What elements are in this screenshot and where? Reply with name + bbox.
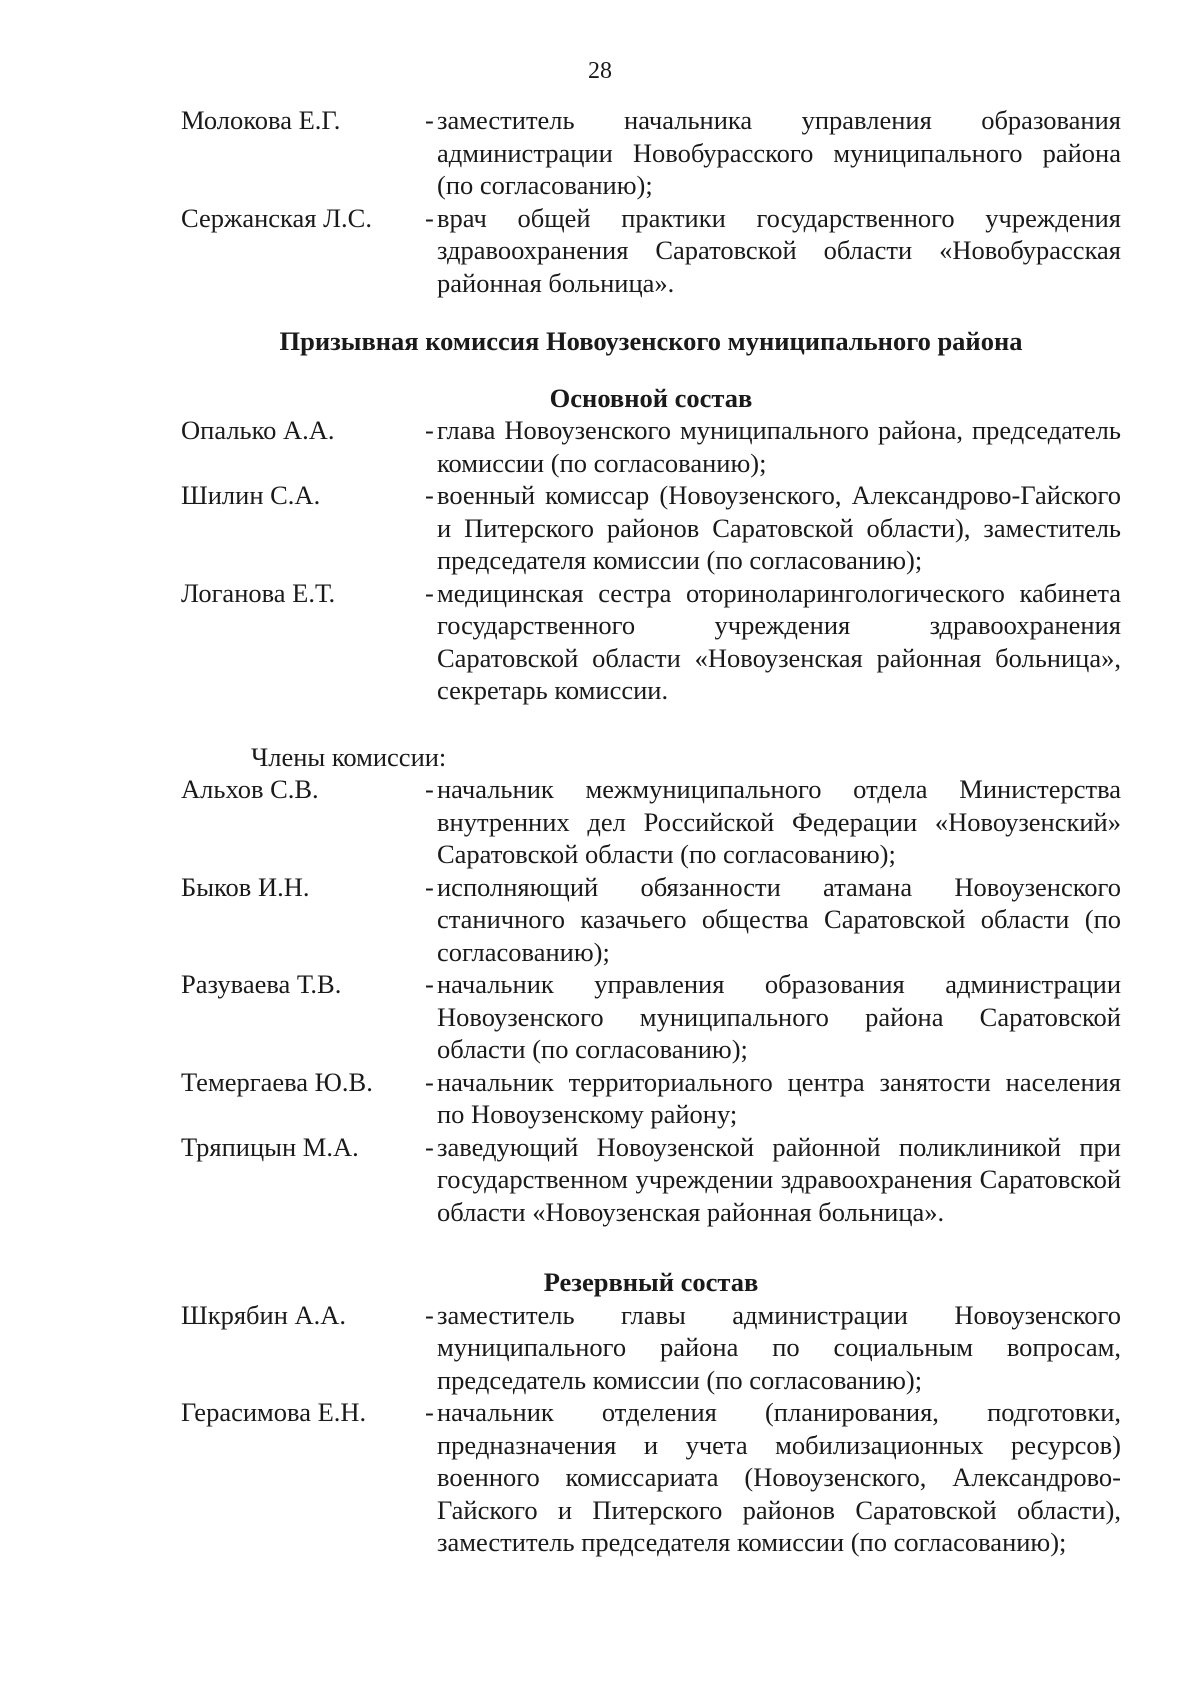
dash: - <box>425 105 434 135</box>
dash: - <box>425 1299 434 1330</box>
person-position: заместитель главы администрации Новоузенского муниципального района по социальным вопросам, председатель комиссии (по согласованию); <box>437 1299 1121 1395</box>
person-position: военный комиссар (Новоузенского, Александрово-Гайского и Питерского районов Саратовской области), заместитель председателя комиссии (по согласованию); <box>437 480 1121 575</box>
dash: - <box>425 871 434 902</box>
commission-heading: Призывная комиссия Новоузенского муниципального района <box>279 326 1023 356</box>
person-name: Тряпицын М.А. <box>181 1131 359 1162</box>
person-name: Герасимова Е.Н. <box>181 1397 367 1427</box>
list-item <box>181 414 1121 479</box>
page-number: 28 <box>588 58 612 84</box>
person-position: начальник управления образования администрации Новоузенского муниципального района Саратовской области (по согласованию); <box>437 969 1121 1064</box>
person-name: Молокова Е.Г. <box>181 105 341 135</box>
person-position: заведующий Новоузенской районной поликлиникой при государственном учреждении здравоохранения Саратовской области «Новоузенская районная больница». <box>437 1131 1121 1227</box>
list-item <box>181 1299 1121 1397</box>
list-item <box>181 773 1121 871</box>
person-name: Темергаева Ю.В. <box>181 1066 373 1097</box>
document-body <box>181 104 1121 1559</box>
person-position: врач общей практики государственного учреждения здравоохранения Саратовской области «Новобурасская районная больница». <box>437 202 1121 298</box>
reserve-composition-heading: Резервный состав <box>543 1267 759 1297</box>
person-position: начальник отделения (планирования, подготовки, предназначения и учета мобилизационных ресурсов) военного комиссариата (Новоузенского, Александрово-Гайского и Питерского районов Саратовской области), заместитель председателя комиссии (по согласованию); <box>437 1397 1121 1557</box>
dash: - <box>425 1397 434 1427</box>
list-item <box>181 202 1121 300</box>
list-item <box>181 479 1121 577</box>
person-position: исполняющий обязанности атамана Новоузенского станичного казачьего общества Саратовской области (по согласованию); <box>437 871 1121 967</box>
dash: - <box>425 1131 434 1162</box>
person-name: Шилин С.А. <box>181 480 321 510</box>
person-name: Разуваева Т.В. <box>181 969 342 999</box>
dash: - <box>425 202 434 233</box>
list-item <box>181 1066 1121 1131</box>
person-position: заместитель начальника управления образования администрации Новобурасского муниципального района (по согласованию); <box>437 105 1121 200</box>
dash: - <box>425 415 434 445</box>
list-item <box>181 1396 1121 1559</box>
list-item <box>181 1131 1121 1229</box>
person-position: начальник межмуниципального отдела Министерства внутренних дел Российской Федерации «Новоузенский» Саратовской области (по согласованию); <box>437 774 1121 869</box>
person-position: начальник территориального центра занятости населения по Новоузенскому району; <box>437 1066 1121 1129</box>
dash: - <box>425 577 434 608</box>
list-item <box>181 577 1121 707</box>
list-item <box>181 968 1121 1066</box>
dash: - <box>425 774 434 804</box>
members-label: Члены комиссии: <box>251 741 447 772</box>
person-position: глава Новоузенского муниципального района, председатель комиссии (по согласованию); <box>437 415 1121 478</box>
person-name: Быков И.Н. <box>181 871 310 902</box>
person-name: Альхов С.В. <box>181 774 319 804</box>
person-position: медицинская сестра оториноларингологического кабинета государственного учреждения здравоохранения Саратовской области «Новоузенская районная больница», секретарь комиссии. <box>437 577 1121 705</box>
list-item <box>181 104 1121 202</box>
dash: - <box>425 1066 434 1097</box>
dash: - <box>425 969 434 999</box>
person-name: Сержанская Л.С. <box>181 202 372 233</box>
list-item <box>181 871 1121 969</box>
main-composition-heading: Основной состав <box>549 382 753 413</box>
person-name: Шкрябин А.А. <box>181 1299 347 1330</box>
person-name: Опалько А.А. <box>181 415 335 445</box>
dash: - <box>425 480 434 510</box>
person-name: Логанова Е.Т. <box>181 577 336 608</box>
